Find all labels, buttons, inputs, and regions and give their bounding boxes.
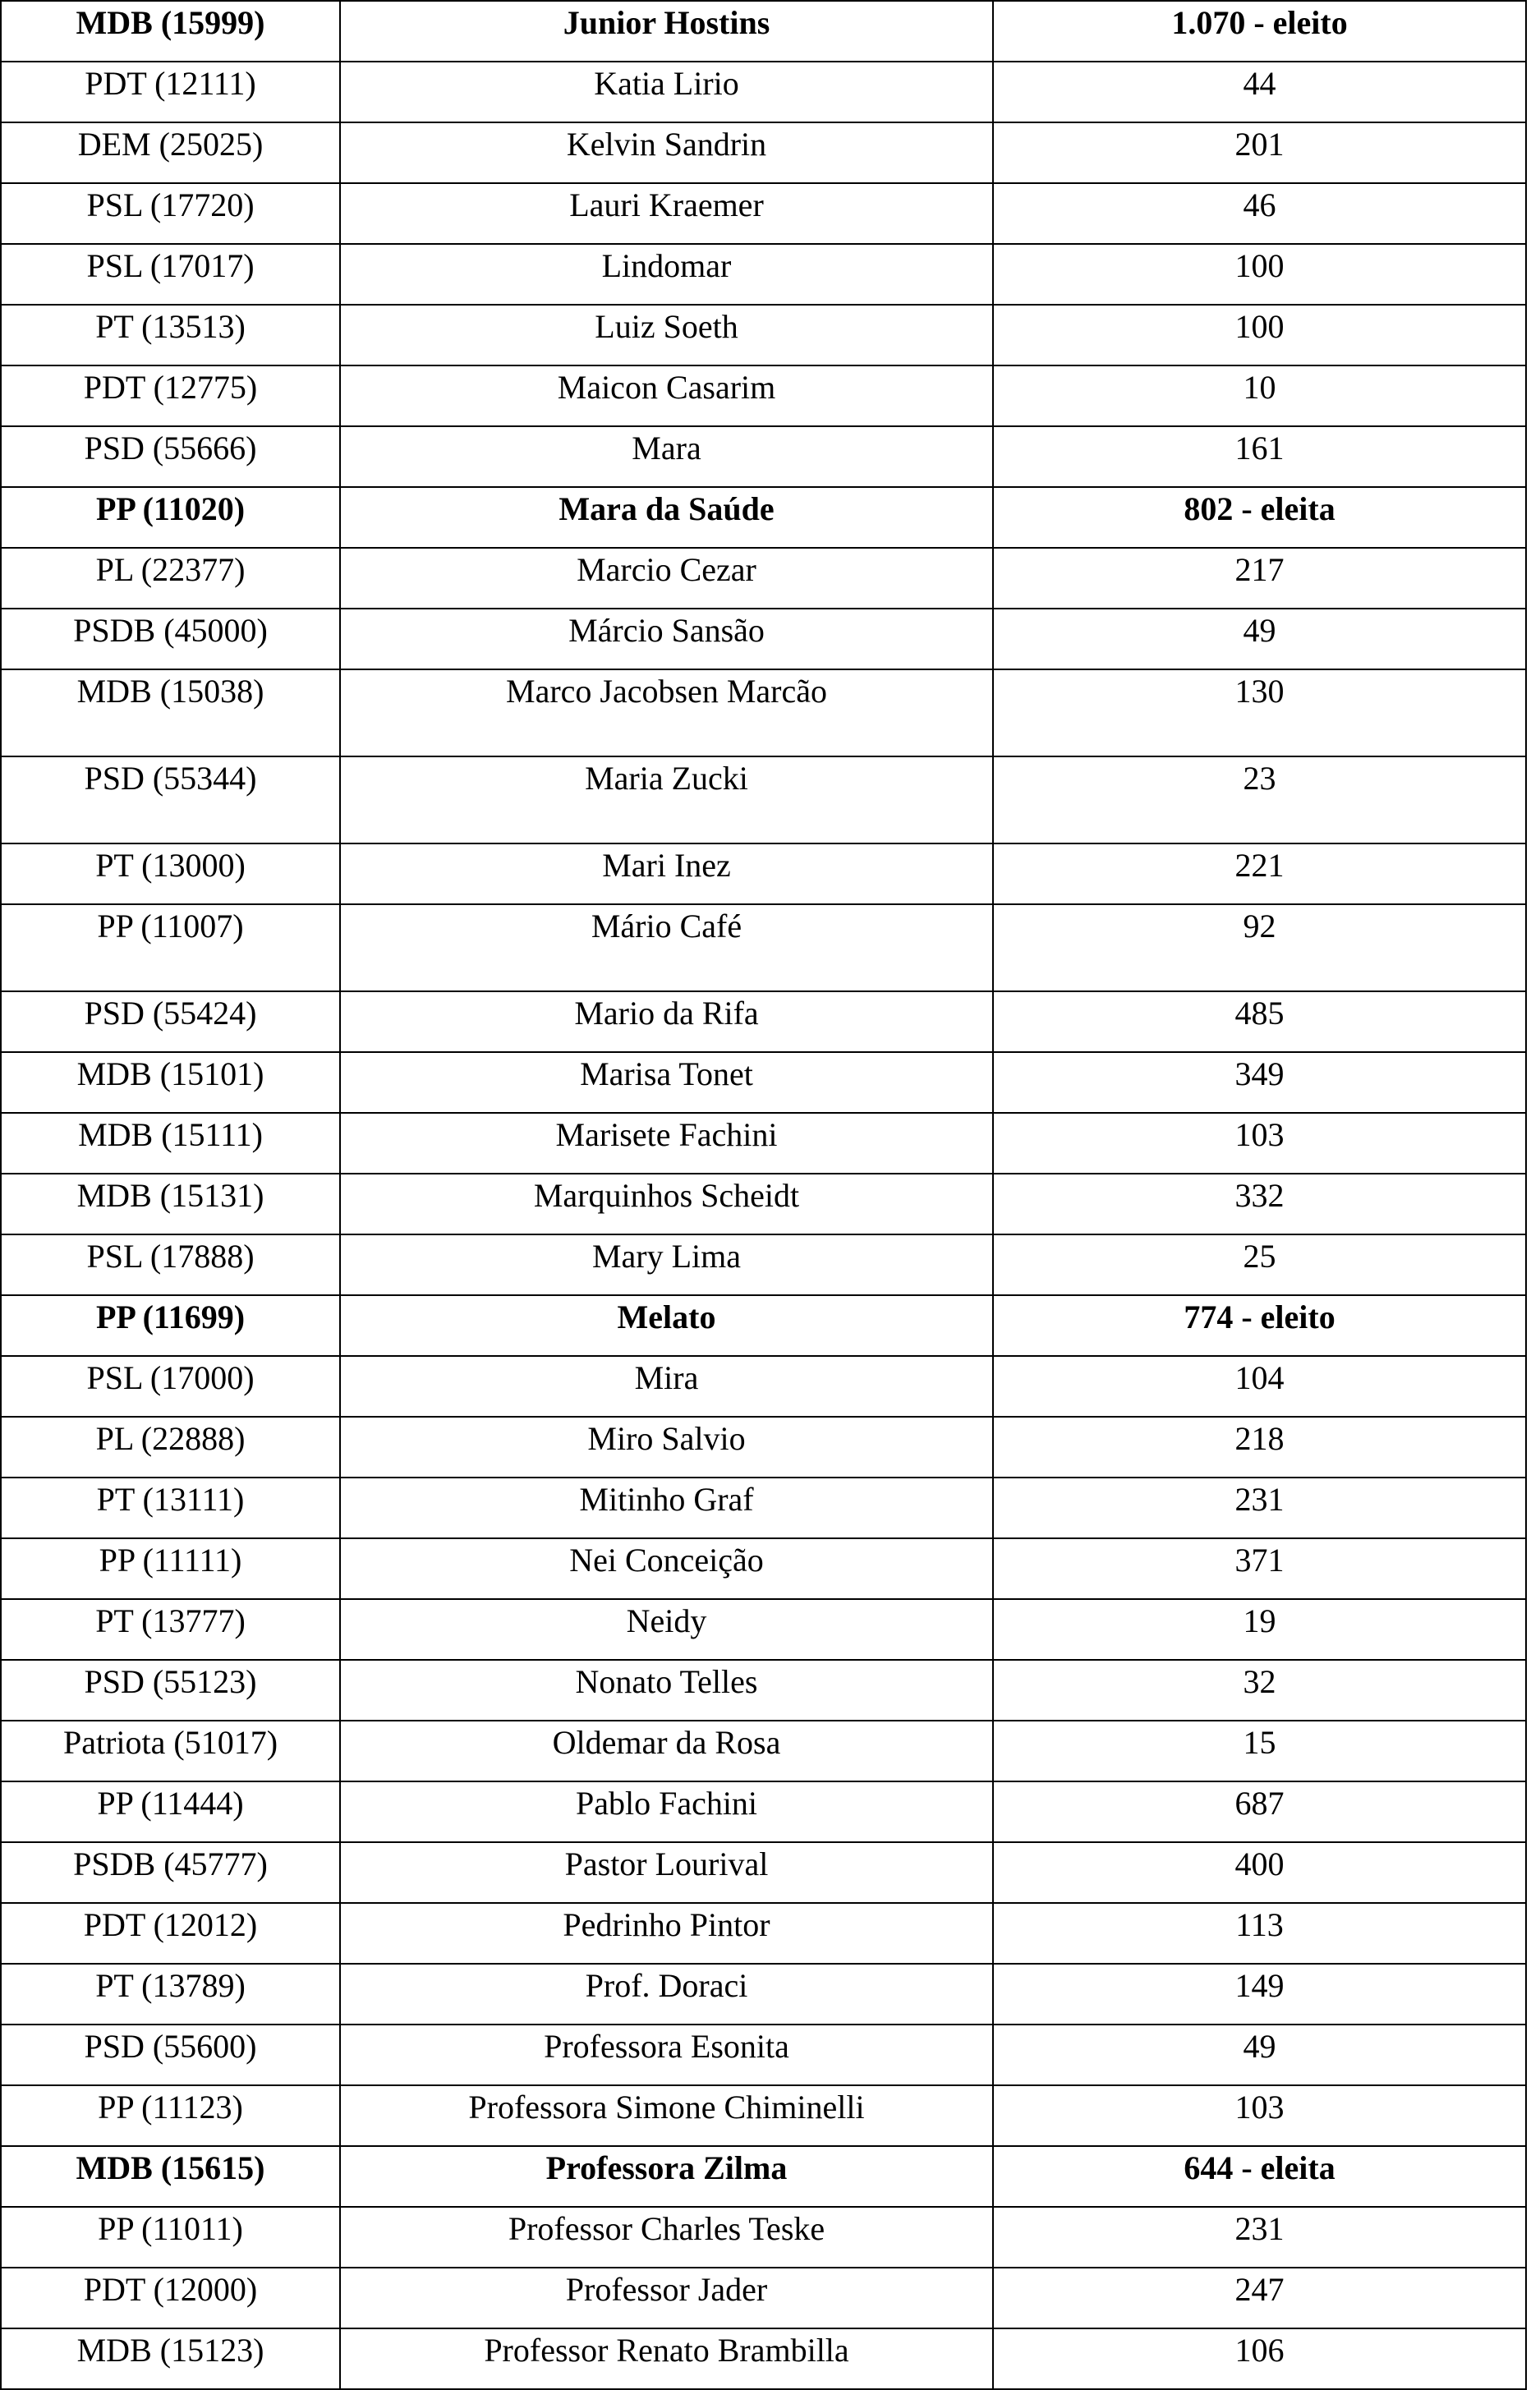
party-cell [1,1599,340,1660]
votes-cell [993,426,1526,487]
party-cell [1,1295,340,1356]
votes-text: 103 [1234,1116,1285,1153]
table-row [1,2268,1526,2328]
candidate-name-cell [340,1417,993,1478]
votes-cell [993,1174,1526,1234]
party-text: MDB (15101) [76,1055,264,1092]
candidate-name-text: Melato [617,1298,716,1335]
candidate-name-text: Katia Lirio [594,65,739,102]
party-cell [1,1,340,62]
candidate-name-cell [340,1356,993,1417]
votes-cell [993,2207,1526,2268]
candidate-name-text: Mitinho Graf [579,1481,754,1518]
table-row [1,2328,1526,2389]
candidate-name-text: Mira [634,1359,699,1396]
party-cell [1,244,340,305]
candidate-name-text: Junior Hostins [563,4,770,41]
party-cell [1,2268,340,2328]
votes-text: 161 [1234,430,1285,467]
table-row [1,548,1526,609]
candidate-name-cell [340,244,993,305]
candidate-name-text: Professor Charles Teske [508,2210,825,2247]
table-row [1,244,1526,305]
party-cell [1,487,340,548]
party-text: PP (11699) [95,1298,246,1335]
votes-cell [993,1660,1526,1721]
table-row [1,756,1526,843]
candidate-name-cell [340,2025,993,2085]
table-row [1,609,1526,669]
results-body [1,1,1526,2389]
candidate-name-text: Professor Jader [565,2271,768,2308]
candidate-name-text: Oldemar da Rosa [552,1724,781,1761]
votes-text: 130 [1234,673,1285,710]
table-row [1,669,1526,756]
table-row [1,62,1526,122]
candidate-name-text: Pedrinho Pintor [563,1906,770,1943]
table-row [1,2207,1526,2268]
party-text: PP (11123) [98,2089,243,2126]
votes-text: 49 [1243,2028,1276,2065]
candidate-name-cell [340,1478,993,1538]
votes-cell [993,2025,1526,2085]
votes-cell [993,1964,1526,2025]
table-row [1,1417,1526,1478]
votes-cell [993,609,1526,669]
candidate-name-cell [340,62,993,122]
party-cell [1,365,340,426]
table-row [1,1903,1526,1964]
party-text: PP (11020) [95,490,246,527]
candidate-name-cell [340,1599,993,1660]
votes-text: 19 [1243,1602,1276,1639]
party-cell [1,122,340,183]
votes-cell [993,1842,1526,1903]
party-cell [1,62,340,122]
table-row [1,991,1526,1052]
candidate-name-text: Lauri Kraemer [569,186,764,223]
table-row [1,365,1526,426]
party-text: PSL (17017) [86,247,255,284]
table-row [1,1295,1526,1356]
votes-cell [993,2085,1526,2146]
party-cell [1,2085,340,2146]
party-text: PT (13777) [95,1602,246,1639]
candidate-name-cell [340,305,993,365]
candidate-name-cell [340,1174,993,1234]
votes-cell [993,62,1526,122]
party-cell [1,609,340,669]
candidate-name-cell [340,609,993,669]
votes-cell [993,1,1526,62]
votes-text: 100 [1234,247,1285,284]
votes-text: 46 [1243,186,1276,223]
candidate-name-text: Mara da Saúde [559,490,775,527]
table-row [1,2146,1526,2207]
table-row [1,1113,1526,1174]
table-row [1,1478,1526,1538]
party-text: PDT (12775) [83,369,258,406]
votes-text: 25 [1243,1238,1276,1275]
party-text: PSL (17888) [86,1238,255,1275]
candidate-name-text: Marcio Cezar [577,551,756,588]
party-text: PDT (12000) [83,2271,258,2308]
votes-cell [993,1781,1526,1842]
votes-text: 687 [1234,1785,1285,1822]
table-row [1,1599,1526,1660]
candidate-name-cell [340,2268,993,2328]
votes-cell [993,1295,1526,1356]
candidate-name-text: Maicon Casarim [557,369,776,406]
votes-text: 104 [1234,1359,1285,1396]
party-cell [1,1113,340,1174]
votes-text: 217 [1234,551,1285,588]
party-cell [1,2025,340,2085]
votes-text: 774 - eleito [1184,1298,1335,1335]
candidate-name-cell [340,1113,993,1174]
party-text: PSD (55123) [84,1663,257,1700]
votes-text: 231 [1234,1481,1285,1518]
candidate-name-cell [340,2085,993,2146]
votes-text: 1.070 - eleito [1171,4,1348,41]
votes-cell [993,183,1526,244]
party-cell [1,2328,340,2389]
votes-cell [993,244,1526,305]
votes-text: 100 [1234,308,1285,345]
party-cell [1,2146,340,2207]
table-row [1,1174,1526,1234]
candidate-name-text: Professora Simone Chiminelli [468,2089,865,2126]
party-text: PP (11007) [97,908,244,945]
party-cell [1,1052,340,1113]
votes-cell [993,1721,1526,1781]
candidate-name-cell [340,122,993,183]
table-row [1,1721,1526,1781]
votes-cell [993,2328,1526,2389]
candidate-name-text: Prof. Doraci [585,1967,748,2004]
party-text: MDB (15038) [76,673,264,710]
party-text: PSD (55424) [84,995,257,1032]
party-text: PT (13000) [95,847,246,884]
candidate-name-cell [340,1660,993,1721]
party-cell [1,1842,340,1903]
candidate-name-cell [340,2207,993,2268]
table-row [1,1052,1526,1113]
votes-cell [993,305,1526,365]
party-cell [1,1417,340,1478]
party-text: PDT (12012) [83,1906,258,1943]
candidate-name-cell [340,1,993,62]
party-cell [1,2207,340,2268]
votes-cell [993,1052,1526,1113]
party-text: Patriota (51017) [62,1724,278,1761]
votes-cell [993,756,1526,843]
votes-text: 218 [1234,1420,1285,1457]
party-cell [1,1234,340,1295]
party-text: PL (22377) [95,551,246,588]
party-text: PT (13111) [96,1481,245,1518]
table-row [1,122,1526,183]
candidate-name-text: Nei Conceição [569,1542,764,1579]
votes-cell [993,2146,1526,2207]
candidate-name-text: Mary Lima [591,1238,742,1275]
candidate-name-cell [340,1842,993,1903]
candidate-name-text: Kelvin Sandrin [566,126,767,163]
votes-text: 44 [1243,65,1276,102]
table-row [1,1538,1526,1599]
party-cell [1,426,340,487]
party-cell [1,1964,340,2025]
candidate-name-cell [340,843,993,904]
candidate-name-cell [340,1234,993,1295]
table-row [1,1964,1526,2025]
candidate-name-cell [340,2328,993,2389]
votes-cell [993,548,1526,609]
votes-text: 221 [1234,847,1285,884]
votes-text: 149 [1234,1967,1285,2004]
candidate-name-text: Professor Renato Brambilla [484,2332,849,2369]
party-cell [1,1660,340,1721]
votes-text: 802 - eleita [1184,490,1335,527]
table-row [1,305,1526,365]
votes-text: 15 [1243,1724,1276,1761]
candidate-name-text: Mário Café [591,908,742,945]
candidate-name-cell [340,365,993,426]
candidate-name-text: Maria Zucki [585,760,748,797]
votes-cell [993,904,1526,991]
party-cell [1,904,340,991]
party-text: PDT (12111) [85,65,256,102]
votes-cell [993,1903,1526,1964]
candidate-name-text: Pablo Fachini [575,1785,758,1822]
candidate-name-text: Mara [632,430,701,467]
candidate-name-cell [340,1295,993,1356]
party-cell [1,305,340,365]
votes-cell [993,365,1526,426]
votes-text: 332 [1234,1177,1285,1214]
table-row [1,1356,1526,1417]
votes-cell [993,1234,1526,1295]
candidate-name-cell [340,1781,993,1842]
party-cell [1,1478,340,1538]
candidate-name-cell [340,1538,993,1599]
party-text: DEM (25025) [77,126,264,163]
candidate-name-text: Márcio Sansão [568,612,765,649]
votes-text: 371 [1234,1542,1285,1579]
votes-text: 201 [1234,126,1285,163]
votes-cell [993,1599,1526,1660]
party-cell [1,756,340,843]
candidate-name-text: Neidy [626,1602,707,1639]
party-text: PP (11011) [98,2210,243,2247]
candidate-name-text: Nonato Telles [575,1663,758,1700]
votes-text: 231 [1234,2210,1285,2247]
votes-cell [993,1417,1526,1478]
party-cell [1,1538,340,1599]
party-text: PL (22888) [95,1420,246,1457]
party-text: PSDB (45000) [73,612,268,649]
party-text: PP (11111) [99,1542,242,1579]
votes-cell [993,1356,1526,1417]
table-row [1,2025,1526,2085]
candidate-name-cell [340,487,993,548]
candidate-name-cell [340,183,993,244]
candidate-name-cell [340,669,993,756]
party-cell [1,991,340,1052]
candidate-name-text: Marquinhos Scheidt [533,1177,800,1214]
table-row [1,426,1526,487]
votes-text: 113 [1235,1906,1284,1943]
candidate-name-text: Mario da Rifa [574,995,759,1032]
votes-cell [993,2268,1526,2328]
votes-cell [993,843,1526,904]
votes-text: 32 [1243,1663,1276,1700]
party-text: MDB (15615) [76,2149,265,2186]
votes-cell [993,122,1526,183]
votes-cell [993,1538,1526,1599]
party-text: PSD (55344) [84,760,257,797]
candidate-name-cell [340,426,993,487]
candidate-name-cell [340,2146,993,2207]
votes-cell [993,1113,1526,1174]
party-cell [1,669,340,756]
party-text: PT (13789) [95,1967,246,2004]
party-text: MDB (15111) [78,1116,263,1153]
candidate-name-text: Pastor Lourival [564,1845,769,1882]
candidate-name-text: Lindomar [601,247,732,284]
party-cell [1,1356,340,1417]
votes-text: 644 - eleita [1184,2149,1335,2186]
candidate-name-cell [340,548,993,609]
table-row [1,183,1526,244]
candidate-name-text: Professora Esonita [544,2028,789,2065]
votes-text: 106 [1234,2332,1285,2369]
table-row [1,904,1526,991]
candidate-name-cell [340,1721,993,1781]
candidate-name-cell [340,1964,993,2025]
votes-text: 247 [1234,2271,1285,2308]
votes-text: 23 [1243,760,1276,797]
candidate-name-cell [340,1052,993,1113]
party-text: MDB (15131) [76,1177,264,1214]
candidate-name-cell [340,991,993,1052]
party-cell [1,548,340,609]
votes-text: 485 [1234,995,1285,1032]
votes-cell [993,669,1526,756]
table-row [1,1660,1526,1721]
table-row [1,1234,1526,1295]
party-cell [1,1903,340,1964]
votes-cell [993,991,1526,1052]
candidate-name-text: Luiz Soeth [595,308,738,345]
party-cell [1,183,340,244]
votes-text: 103 [1234,2089,1285,2126]
table-row [1,1781,1526,1842]
party-text: PP (11444) [97,1785,244,1822]
party-text: PSL (17720) [86,186,255,223]
table-row [1,2085,1526,2146]
party-cell [1,1781,340,1842]
party-text: PSD (55666) [84,430,257,467]
votes-text: 49 [1243,612,1276,649]
candidate-name-cell [340,904,993,991]
votes-text: 10 [1243,369,1276,406]
candidate-name-text: Miro Salvio [587,1420,746,1457]
votes-text: 400 [1234,1845,1285,1882]
candidate-name-text: Marisete Fachini [555,1116,778,1153]
candidate-name-text: Marco Jacobsen Marcão [506,673,827,710]
candidate-name-cell [340,756,993,843]
table-row [1,1842,1526,1903]
candidate-name-text: Marisa Tonet [580,1055,753,1092]
party-text: MDB (15999) [76,4,265,41]
party-cell [1,1174,340,1234]
table-row [1,843,1526,904]
candidate-name-text: Mari Inez [602,847,731,884]
votes-text: 349 [1234,1055,1285,1092]
party-cell [1,843,340,904]
party-text: PSL (17000) [86,1359,255,1396]
votes-cell [993,487,1526,548]
table-row [1,1,1526,62]
candidate-name-text: Professora Zilma [545,2149,788,2186]
candidate-name-cell [340,1903,993,1964]
votes-text: 92 [1243,908,1276,945]
party-cell [1,1721,340,1781]
votes-cell [993,1478,1526,1538]
party-text: PSD (55600) [84,2028,257,2065]
party-text: MDB (15123) [76,2332,264,2369]
party-text: PT (13513) [95,308,246,345]
table-row [1,487,1526,548]
party-text: PSDB (45777) [73,1845,268,1882]
